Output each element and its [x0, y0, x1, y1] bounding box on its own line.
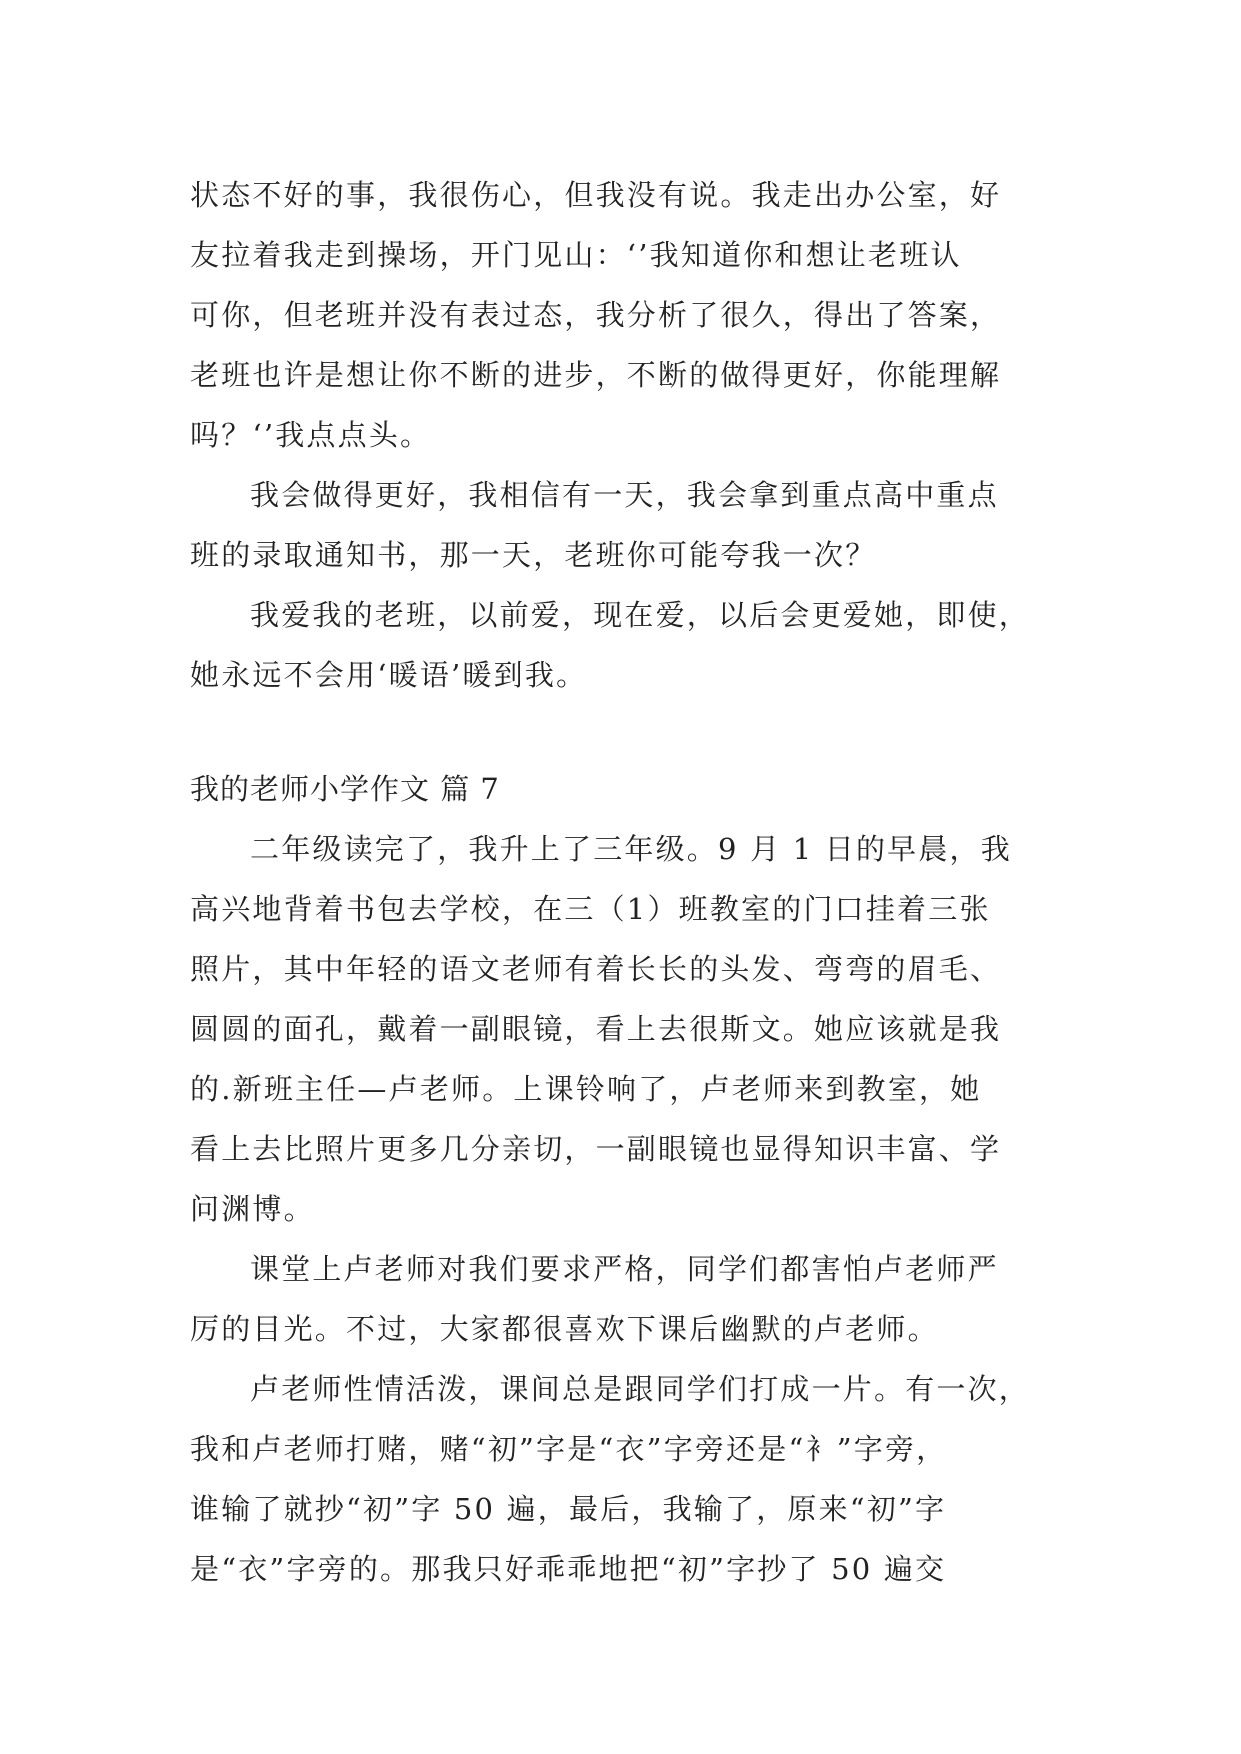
paragraph-line: 是“衣”字旁的。那我只好乖乖地把“初”字抄了 50 遍交 [190, 1552, 947, 1586]
paragraph-line: 我和卢老师打赌，赌“初”字是“衣”字旁还是“衤”字旁， [190, 1432, 948, 1466]
paragraph-line: 问渊博。 [190, 1192, 315, 1226]
paragraph-line: 我会做得更好，我相信有一天，我会拿到重点高中重点 [250, 478, 999, 512]
section-heading: 我的老师小学作文 篇 7 [190, 772, 500, 806]
paragraph-line: 可你，但老班并没有表过态，我分析了很久，得出了答案， [190, 298, 1002, 332]
paragraph-line: 友拉着我走到操场，开门见山：‘’我知道你和想让老班认 [190, 238, 962, 272]
paragraph-line: 吗？‘’我点点头。 [190, 418, 432, 452]
paragraph-line: 厉的目光。不过，大家都很喜欢下课后幽默的卢老师。 [190, 1312, 939, 1346]
paragraph-3 [190, 585, 1070, 705]
paragraph-4 [190, 819, 1070, 1239]
paragraph-line: 课堂上卢老师对我们要求严格，同学们都害怕卢老师严 [250, 1252, 999, 1286]
paragraph-line: 班的录取通知书，那一天，老班你可能夸我一次？ [190, 538, 877, 572]
paragraph-2 [190, 465, 1070, 585]
paragraph-line: 卢老师性情活泼，课间总是跟同学们打成一片。有一次， [250, 1372, 1031, 1406]
paragraph-6 [190, 1359, 1070, 1599]
paragraph-line: 高兴地背着书包去学校，在三（1）班教室的门口挂着三张 [190, 892, 991, 926]
paragraph-line: 老班也许是想让你不断的进步，不断的做得更好，你能理解 [190, 358, 1002, 392]
paragraph-1 [190, 165, 1070, 465]
paragraph-line: 的.新班主任—卢老师。上课铃响了，卢老师来到教室，她 [190, 1072, 982, 1106]
paragraph-line: 谁输了就抄“初”字 50 遍，最后，我输了，原来“初”字 [190, 1492, 947, 1526]
paragraph-line: 我爱我的老班，以前爱，现在爱，以后会更爱她，即使， [250, 598, 1031, 632]
paragraph-line: 二年级读完了，我升上了三年级。9 月 1 日的早晨，我 [250, 832, 1012, 866]
document-body [190, 165, 1070, 1599]
paragraph-line: 圆圆的面孔，戴着一副眼镜，看上去很斯文。她应该就是我 [190, 1012, 1002, 1046]
paragraph-line: 状态不好的事，我很伤心，但我没有说。我走出办公室，好 [190, 178, 1002, 212]
paragraph-line: 看上去比照片更多几分亲切，一副眼镜也显得知识丰富、学 [190, 1132, 1002, 1166]
paragraph-line: 她永远不会用‘暖语’暖到我。 [190, 658, 588, 692]
paragraph-5 [190, 1239, 1070, 1359]
paragraph-line: 照片，其中年轻的语文老师有着长长的头发、弯弯的眉毛、 [190, 952, 1002, 986]
